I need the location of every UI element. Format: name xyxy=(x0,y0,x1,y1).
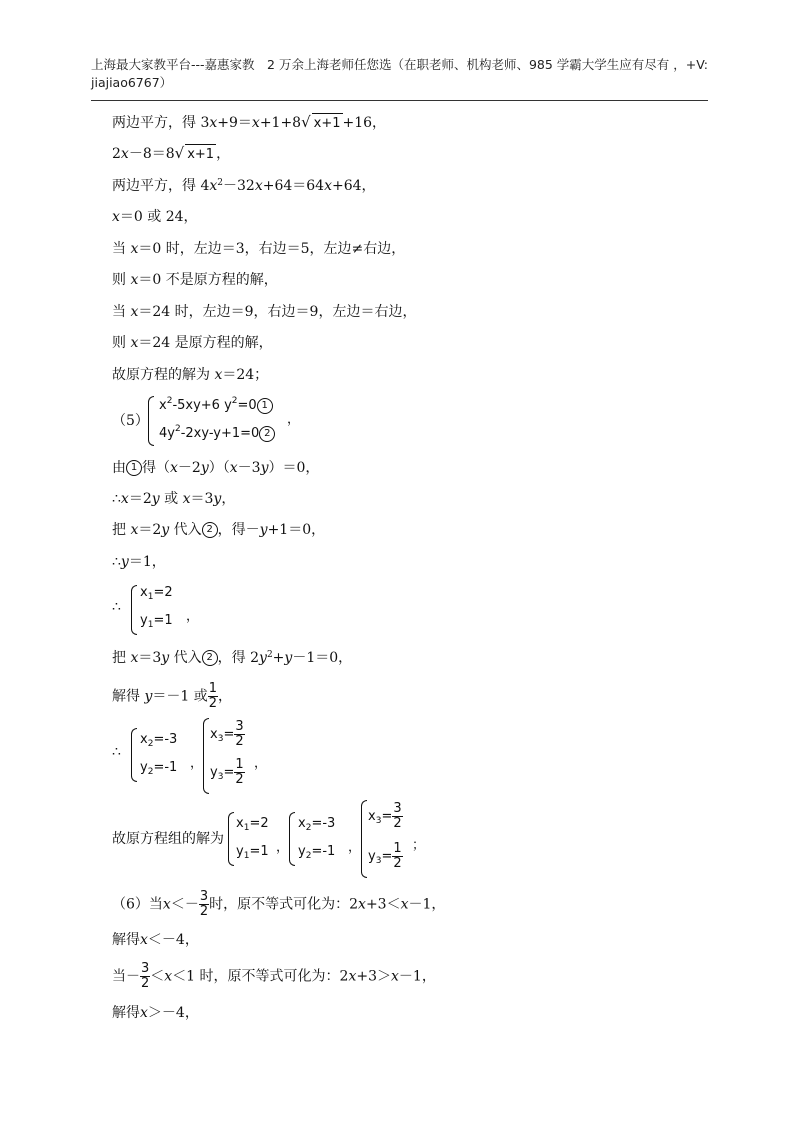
math-token: 1 xyxy=(147,592,154,602)
math-token: x xyxy=(140,1005,148,1021)
math-token: 3 xyxy=(375,816,382,826)
math-token: （6）当 xyxy=(112,896,163,913)
math-token: -2xy-y+1=0 xyxy=(180,426,260,441)
math-token: 两边平方，得 3 xyxy=(112,115,210,131)
math-token: ＜1 时，原不等式可化为：2 xyxy=(172,968,349,985)
page-header xyxy=(91,56,711,92)
math-token: x xyxy=(348,968,357,985)
math-token: －32 xyxy=(223,178,255,194)
math-token: 时，原不等式可化为：2 xyxy=(209,896,359,913)
math-token: 当 xyxy=(112,241,131,257)
brace-icon xyxy=(203,718,209,794)
text-line xyxy=(112,552,166,572)
math-token: x xyxy=(209,115,218,131)
math-token: y xyxy=(120,554,129,570)
equation-system xyxy=(112,800,432,876)
math-token: y xyxy=(213,491,222,507)
math-token xyxy=(140,760,177,777)
math-token: 2 xyxy=(393,856,402,871)
math-token: ＝1， xyxy=(128,554,166,570)
brace-icon xyxy=(131,728,137,782)
math-token: 4y xyxy=(159,426,175,441)
math-token: 2 xyxy=(174,424,181,434)
math-token: （5） xyxy=(112,413,149,429)
math-token: 解得 xyxy=(112,688,145,705)
brace-icon xyxy=(148,396,154,446)
math-token: x xyxy=(130,272,139,288)
math-token: 得（ xyxy=(142,460,170,476)
math-token: 1 xyxy=(208,681,218,696)
math-token: x xyxy=(368,809,376,824)
sqrt-radicand: x+1 xyxy=(312,113,343,134)
math-token: ＝24 时，左边＝9，右边＝9，左边＝右边， xyxy=(138,304,417,320)
math-token: 解得 xyxy=(112,1005,140,1021)
math-token: 3 xyxy=(375,856,382,866)
math-token: ， xyxy=(221,491,236,507)
math-token: ， xyxy=(348,840,362,855)
math-token: = xyxy=(223,765,235,780)
math-token xyxy=(140,732,177,749)
math-token: ＜ xyxy=(150,968,165,985)
circled-two-icon: 2 xyxy=(202,522,218,538)
fraction xyxy=(392,802,402,831)
math-token: x xyxy=(162,896,171,913)
math-token: ＞－4， xyxy=(147,1005,199,1021)
math-token: +1+8 xyxy=(259,115,302,131)
math-token: 1 xyxy=(243,823,250,833)
sqrt-icon: √ xyxy=(174,144,185,162)
math-token: 代入 xyxy=(169,522,202,538)
math-token: ＝0 不是原方程的解， xyxy=(138,272,278,288)
math-token: x xyxy=(130,522,139,538)
math-token: 3 xyxy=(199,889,209,904)
math-token: ，得－ xyxy=(217,522,260,538)
math-token: y xyxy=(140,760,148,775)
math-token: 或 xyxy=(159,491,183,507)
header-line-1: 上海最大家教平台---嘉惠家教 2 万余上海老师任您选（在职老师、机构老师、985 学霸大学生应有尽有 ，+V: xyxy=(91,57,708,72)
text-line xyxy=(112,302,416,322)
math-token: 3 xyxy=(217,734,224,744)
math-token: y xyxy=(144,688,153,705)
math-token: 2 xyxy=(217,178,223,188)
math-token: ； xyxy=(412,838,426,853)
math-token xyxy=(159,396,273,414)
fraction xyxy=(392,842,402,871)
math-token: x xyxy=(140,732,148,747)
fraction xyxy=(234,758,244,787)
math-token: = xyxy=(381,809,393,824)
math-token: -5xy+6 y xyxy=(172,398,232,413)
math-token: y xyxy=(161,650,170,666)
math-token: 2 xyxy=(235,734,244,749)
math-token: x xyxy=(130,650,139,666)
text-line xyxy=(112,962,436,991)
circled-two-icon: 2 xyxy=(202,650,218,666)
math-token: +1＝0， xyxy=(267,522,326,538)
math-token: 把 xyxy=(112,522,131,538)
math-token: 3 xyxy=(235,719,244,734)
header-line-2: jiajiao6767） xyxy=(91,75,173,90)
math-token: y xyxy=(298,844,306,859)
math-token: + xyxy=(272,650,285,666)
math-token: 则 xyxy=(112,335,131,351)
math-token xyxy=(140,585,173,602)
math-token: 1 xyxy=(393,841,402,856)
math-token: y xyxy=(368,849,376,864)
math-token: 故原方程组的解为 xyxy=(112,831,224,847)
math-token: 2 xyxy=(305,851,312,861)
math-token: 解得 xyxy=(112,932,140,948)
math-token: ＜－4， xyxy=(147,932,199,948)
math-token: ， xyxy=(276,840,290,855)
math-token: y xyxy=(161,522,170,538)
math-token xyxy=(210,758,245,787)
math-token: =2 xyxy=(153,585,173,600)
math-token: =-1 xyxy=(311,844,336,859)
fraction xyxy=(208,682,218,711)
text-line xyxy=(112,930,199,950)
math-token: x xyxy=(130,335,139,351)
text-line xyxy=(112,682,232,711)
math-token: ＝0 或 24， xyxy=(119,209,198,225)
math-token: +3＞ xyxy=(356,968,391,985)
math-token: = xyxy=(223,727,235,742)
math-token: 2 xyxy=(166,396,173,406)
math-token: x xyxy=(358,896,366,913)
math-token: ∴ xyxy=(112,491,121,507)
math-token: ， xyxy=(287,412,301,427)
math-token: y xyxy=(259,650,267,666)
math-token: 把 xyxy=(112,650,131,666)
text-line xyxy=(112,270,278,290)
math-token xyxy=(298,816,335,833)
text-line xyxy=(112,365,268,385)
math-token: ∴ xyxy=(112,599,121,615)
brace-icon xyxy=(228,812,234,866)
math-token: x xyxy=(159,398,167,413)
math-token: x xyxy=(229,460,238,476)
circled-one-icon: 1 xyxy=(257,398,273,414)
text-line xyxy=(112,239,405,259)
math-token: 2 xyxy=(147,739,154,749)
fraction xyxy=(140,962,150,991)
math-token: =0 xyxy=(237,398,257,413)
math-token: 当－ xyxy=(112,968,140,985)
math-token: x xyxy=(140,932,148,948)
math-token: =-3 xyxy=(311,816,336,831)
math-token: ， xyxy=(254,756,268,771)
math-token: ，得 2 xyxy=(217,650,260,666)
brace-icon xyxy=(289,812,295,866)
math-token: －1， xyxy=(408,896,446,913)
math-token xyxy=(140,613,173,630)
math-token xyxy=(210,720,245,749)
math-token: 3 xyxy=(393,801,402,816)
math-token: 2 xyxy=(199,904,209,919)
math-token: x xyxy=(120,491,129,507)
math-token: ＝24； xyxy=(222,367,269,383)
math-token: ＝2 xyxy=(138,522,162,538)
math-token: x xyxy=(210,727,218,742)
math-token: ＝24 是原方程的解， xyxy=(138,335,273,351)
text-line xyxy=(112,176,376,196)
math-token: +16， xyxy=(342,115,387,131)
math-token: x xyxy=(298,816,306,831)
text-line xyxy=(112,411,149,431)
math-token: y xyxy=(259,522,268,538)
math-token: x xyxy=(140,585,148,600)
fraction xyxy=(199,890,209,919)
math-token: ＝－1 或 xyxy=(152,688,208,705)
math-token: x xyxy=(251,115,260,131)
math-token: 1 xyxy=(147,620,154,630)
math-token: －8＝8 xyxy=(128,146,175,162)
math-token: －3 xyxy=(237,460,261,476)
math-token: x xyxy=(182,491,191,507)
math-token: y xyxy=(210,765,218,780)
header-divider xyxy=(91,100,708,101)
text-line xyxy=(112,458,319,478)
math-token: 2 xyxy=(266,650,273,660)
text-line xyxy=(112,1003,199,1023)
math-token: x xyxy=(164,968,173,985)
brace-icon xyxy=(131,585,137,635)
sqrt-radicand: x+1 xyxy=(185,144,216,165)
math-token: +64＝64 xyxy=(262,178,325,194)
math-token: ， xyxy=(190,756,204,771)
math-token: 2 xyxy=(141,976,150,991)
math-token: x xyxy=(400,896,409,913)
math-token: ∴ xyxy=(112,744,121,760)
math-token: 3 xyxy=(141,961,150,976)
math-token: x xyxy=(112,209,120,225)
math-token: ＝2 xyxy=(128,491,152,507)
math-token: y xyxy=(284,650,293,666)
math-token: 2 xyxy=(147,767,154,777)
math-token: 2 xyxy=(305,823,312,833)
math-token: ∴ xyxy=(112,554,121,570)
math-token: ）（ xyxy=(208,460,230,476)
math-token xyxy=(298,844,335,861)
math-token: +3＜ xyxy=(365,896,401,913)
math-token: +9＝ xyxy=(217,115,252,131)
math-token: ＜－ xyxy=(170,896,199,913)
math-token: x xyxy=(170,460,178,476)
text-line xyxy=(112,489,235,509)
math-token: 3 xyxy=(217,772,224,782)
text-line xyxy=(112,890,445,919)
math-token: 当 xyxy=(112,304,131,320)
math-token: 2 xyxy=(235,772,244,787)
math-token: －2 xyxy=(177,460,201,476)
math-token: =2 xyxy=(249,816,269,831)
circled-one-icon: 1 xyxy=(126,460,142,476)
circled-two-icon: 2 xyxy=(259,426,275,442)
math-token: =-1 xyxy=(153,760,178,775)
math-token xyxy=(368,842,403,871)
math-token: ＝3 xyxy=(138,650,162,666)
math-token: －1＝0， xyxy=(292,650,353,666)
math-token: x xyxy=(214,367,223,383)
math-token: x xyxy=(120,146,129,162)
math-token xyxy=(159,424,275,442)
sqrt-icon: √ xyxy=(301,113,311,131)
math-token: x xyxy=(130,241,139,257)
math-token: 2 xyxy=(208,696,218,711)
math-token: y xyxy=(140,613,148,628)
math-token: x xyxy=(254,178,263,194)
math-token: y xyxy=(260,460,269,476)
math-token: x xyxy=(324,178,332,194)
text-line xyxy=(112,207,198,227)
math-token: =1 xyxy=(249,844,269,859)
math-token: 代入 xyxy=(169,650,202,666)
math-token: x xyxy=(236,816,244,831)
math-token: 2 xyxy=(231,396,238,406)
math-token: y xyxy=(236,844,244,859)
math-token: ， xyxy=(186,609,200,624)
math-token: 则 xyxy=(112,272,131,288)
math-token: 由 xyxy=(112,460,126,476)
math-token: －1， xyxy=(398,968,436,985)
math-token: 2 xyxy=(112,146,121,162)
math-token: = xyxy=(381,849,393,864)
math-token xyxy=(236,816,269,833)
math-token xyxy=(368,802,403,831)
math-token: 两边平方，得 4 xyxy=(112,178,210,194)
math-token: ＝0 时，左边＝3，右边＝5，左边≠右边， xyxy=(138,241,406,257)
text-line xyxy=(112,648,352,668)
fraction xyxy=(234,720,244,749)
text-line xyxy=(112,333,273,353)
math-token: x xyxy=(391,968,399,985)
math-token: ， xyxy=(218,688,233,705)
math-token: ， xyxy=(216,146,231,162)
equation-system xyxy=(112,583,232,635)
math-token: 1 xyxy=(243,851,250,861)
equation-system xyxy=(145,394,325,446)
math-token: =-3 xyxy=(153,732,178,747)
math-token: y xyxy=(151,491,160,507)
math-token: =1 xyxy=(153,613,173,628)
math-token: y xyxy=(200,460,209,476)
math-token: 故原方程的解为 xyxy=(112,367,215,383)
math-token: 2 xyxy=(393,816,402,831)
math-token: x xyxy=(209,178,218,194)
math-token xyxy=(236,844,269,861)
math-token: ）＝0， xyxy=(268,460,320,476)
brace-icon xyxy=(361,800,367,878)
math-token: +64， xyxy=(332,178,376,194)
text-line xyxy=(112,520,325,540)
math-token: ＝3 xyxy=(190,491,214,507)
text-line xyxy=(112,112,386,134)
equation-system xyxy=(112,718,312,794)
math-token: 1 xyxy=(235,757,244,772)
text-line xyxy=(112,143,230,165)
math-token: x xyxy=(130,304,139,320)
